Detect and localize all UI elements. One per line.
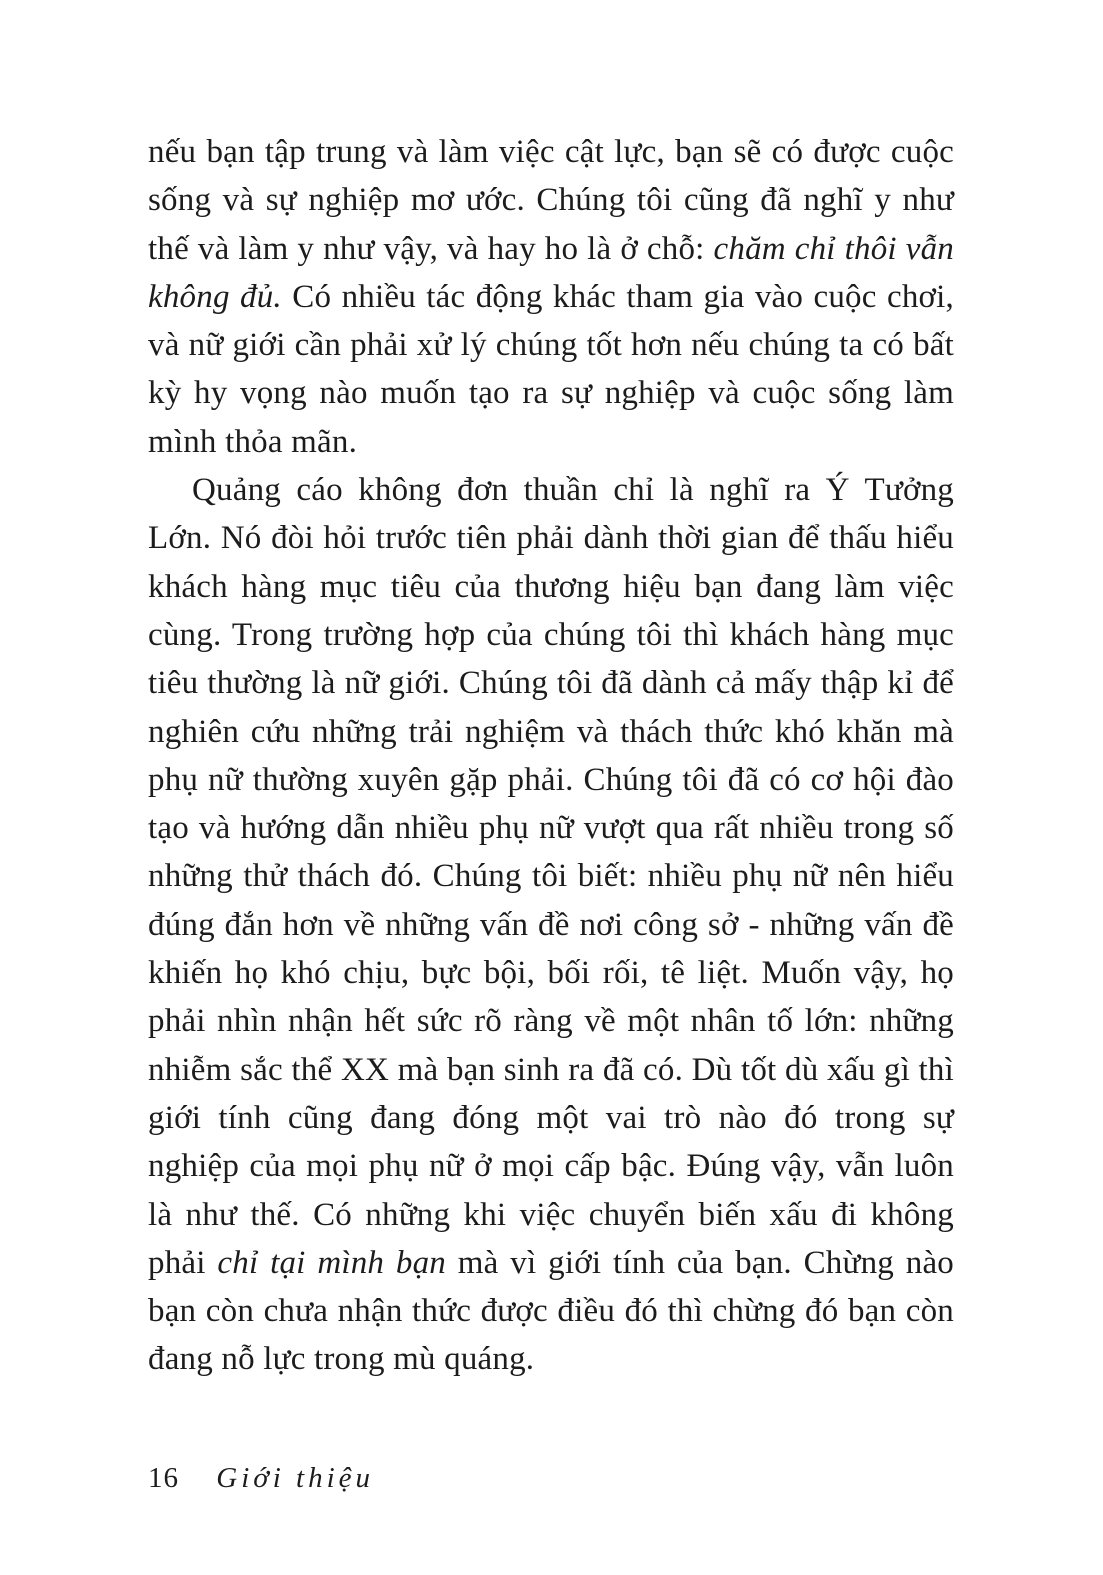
paragraph-2-italic-phrase: chỉ tại mình bạn <box>217 1244 447 1281</box>
paragraph-1-text-continued: Có nhiều tác động khác tham gia vào cuộc chơi, và nữ giới cần phải xử lý chúng tốt hơn nếu chúng ta có bất kỳ hy vọng nào muốn tạo ra sự nghiệp và cuộc sống làm mình thỏa mãn. <box>148 278 954 460</box>
page-footer <box>148 1461 374 1495</box>
paragraph-2-text-continued: mà vì giới tính của bạn. Chừng nào bạn còn chưa nhận thức được điều đó thì chừng đó bạn còn đang nỗ lực trong mù quáng. <box>148 1244 955 1378</box>
paragraph-2-text: Quảng cáo không đơn thuần chỉ là nghĩ ra Ý Tưởng Lớn. Nó đòi hỏi trước tiên phải dành thời gian để thấu hiểu khách hàng mục tiêu của thương hiệu bạn đang làm việc cùng. Trong trường hợp của chúng tôi thì khách hàng mục tiêu thường là nữ giới. Chúng tôi đã dành cả mấy thập kỉ để nghiên cứu những trải nghiệm và thách thức khó khăn mà phụ nữ thường xuyên gặp phải. Chúng tôi đã có cơ hội đào tạo và hướng dẫn nhiều phụ nữ vượt qua rất nhiều trong số những thử thách đó. Chúng tôi biết: nhiều phụ nữ nên hiểu đúng đắn hơn về những vấn đề nơi công sở - những vấn đề khiến họ khó chịu, bực bội, bối rối, tê liệt. Muốn vậy, họ phải nhìn nhận hết sức rõ ràng về một nhân tố lớn: những nhiễm sắc thể XX mà bạn sinh ra đã có. Dù tốt dù xấu gì thì giới tính cũng đang đóng một vai trò nào đó trong sự nghiệp của mọi phụ nữ ở mọi cấp bậc. Đúng vậy, vẫn luôn là như thế. Có những khi việc chuyển biến xấu đi không phải <box>148 472 954 1281</box>
paragraph-1-italic-phrase: chăm chỉ thôi vẫn không đủ. <box>148 230 954 315</box>
paragraph-1-text: nếu bạn tập trung và làm việc cật lực, bạn sẽ có được cuộc sống và sự nghiệp mơ ước. Chúng tôi cũng đã nghĩ y như thế và làm y như vậy, và hay ho là ở chỗ: <box>148 134 954 267</box>
paragraph-1 <box>148 128 954 466</box>
section-title: Giới thiệu <box>216 1462 375 1494</box>
page-number: 16 <box>148 1462 179 1494</box>
body-text <box>148 128 954 1384</box>
paragraph-2 <box>148 466 954 1384</box>
